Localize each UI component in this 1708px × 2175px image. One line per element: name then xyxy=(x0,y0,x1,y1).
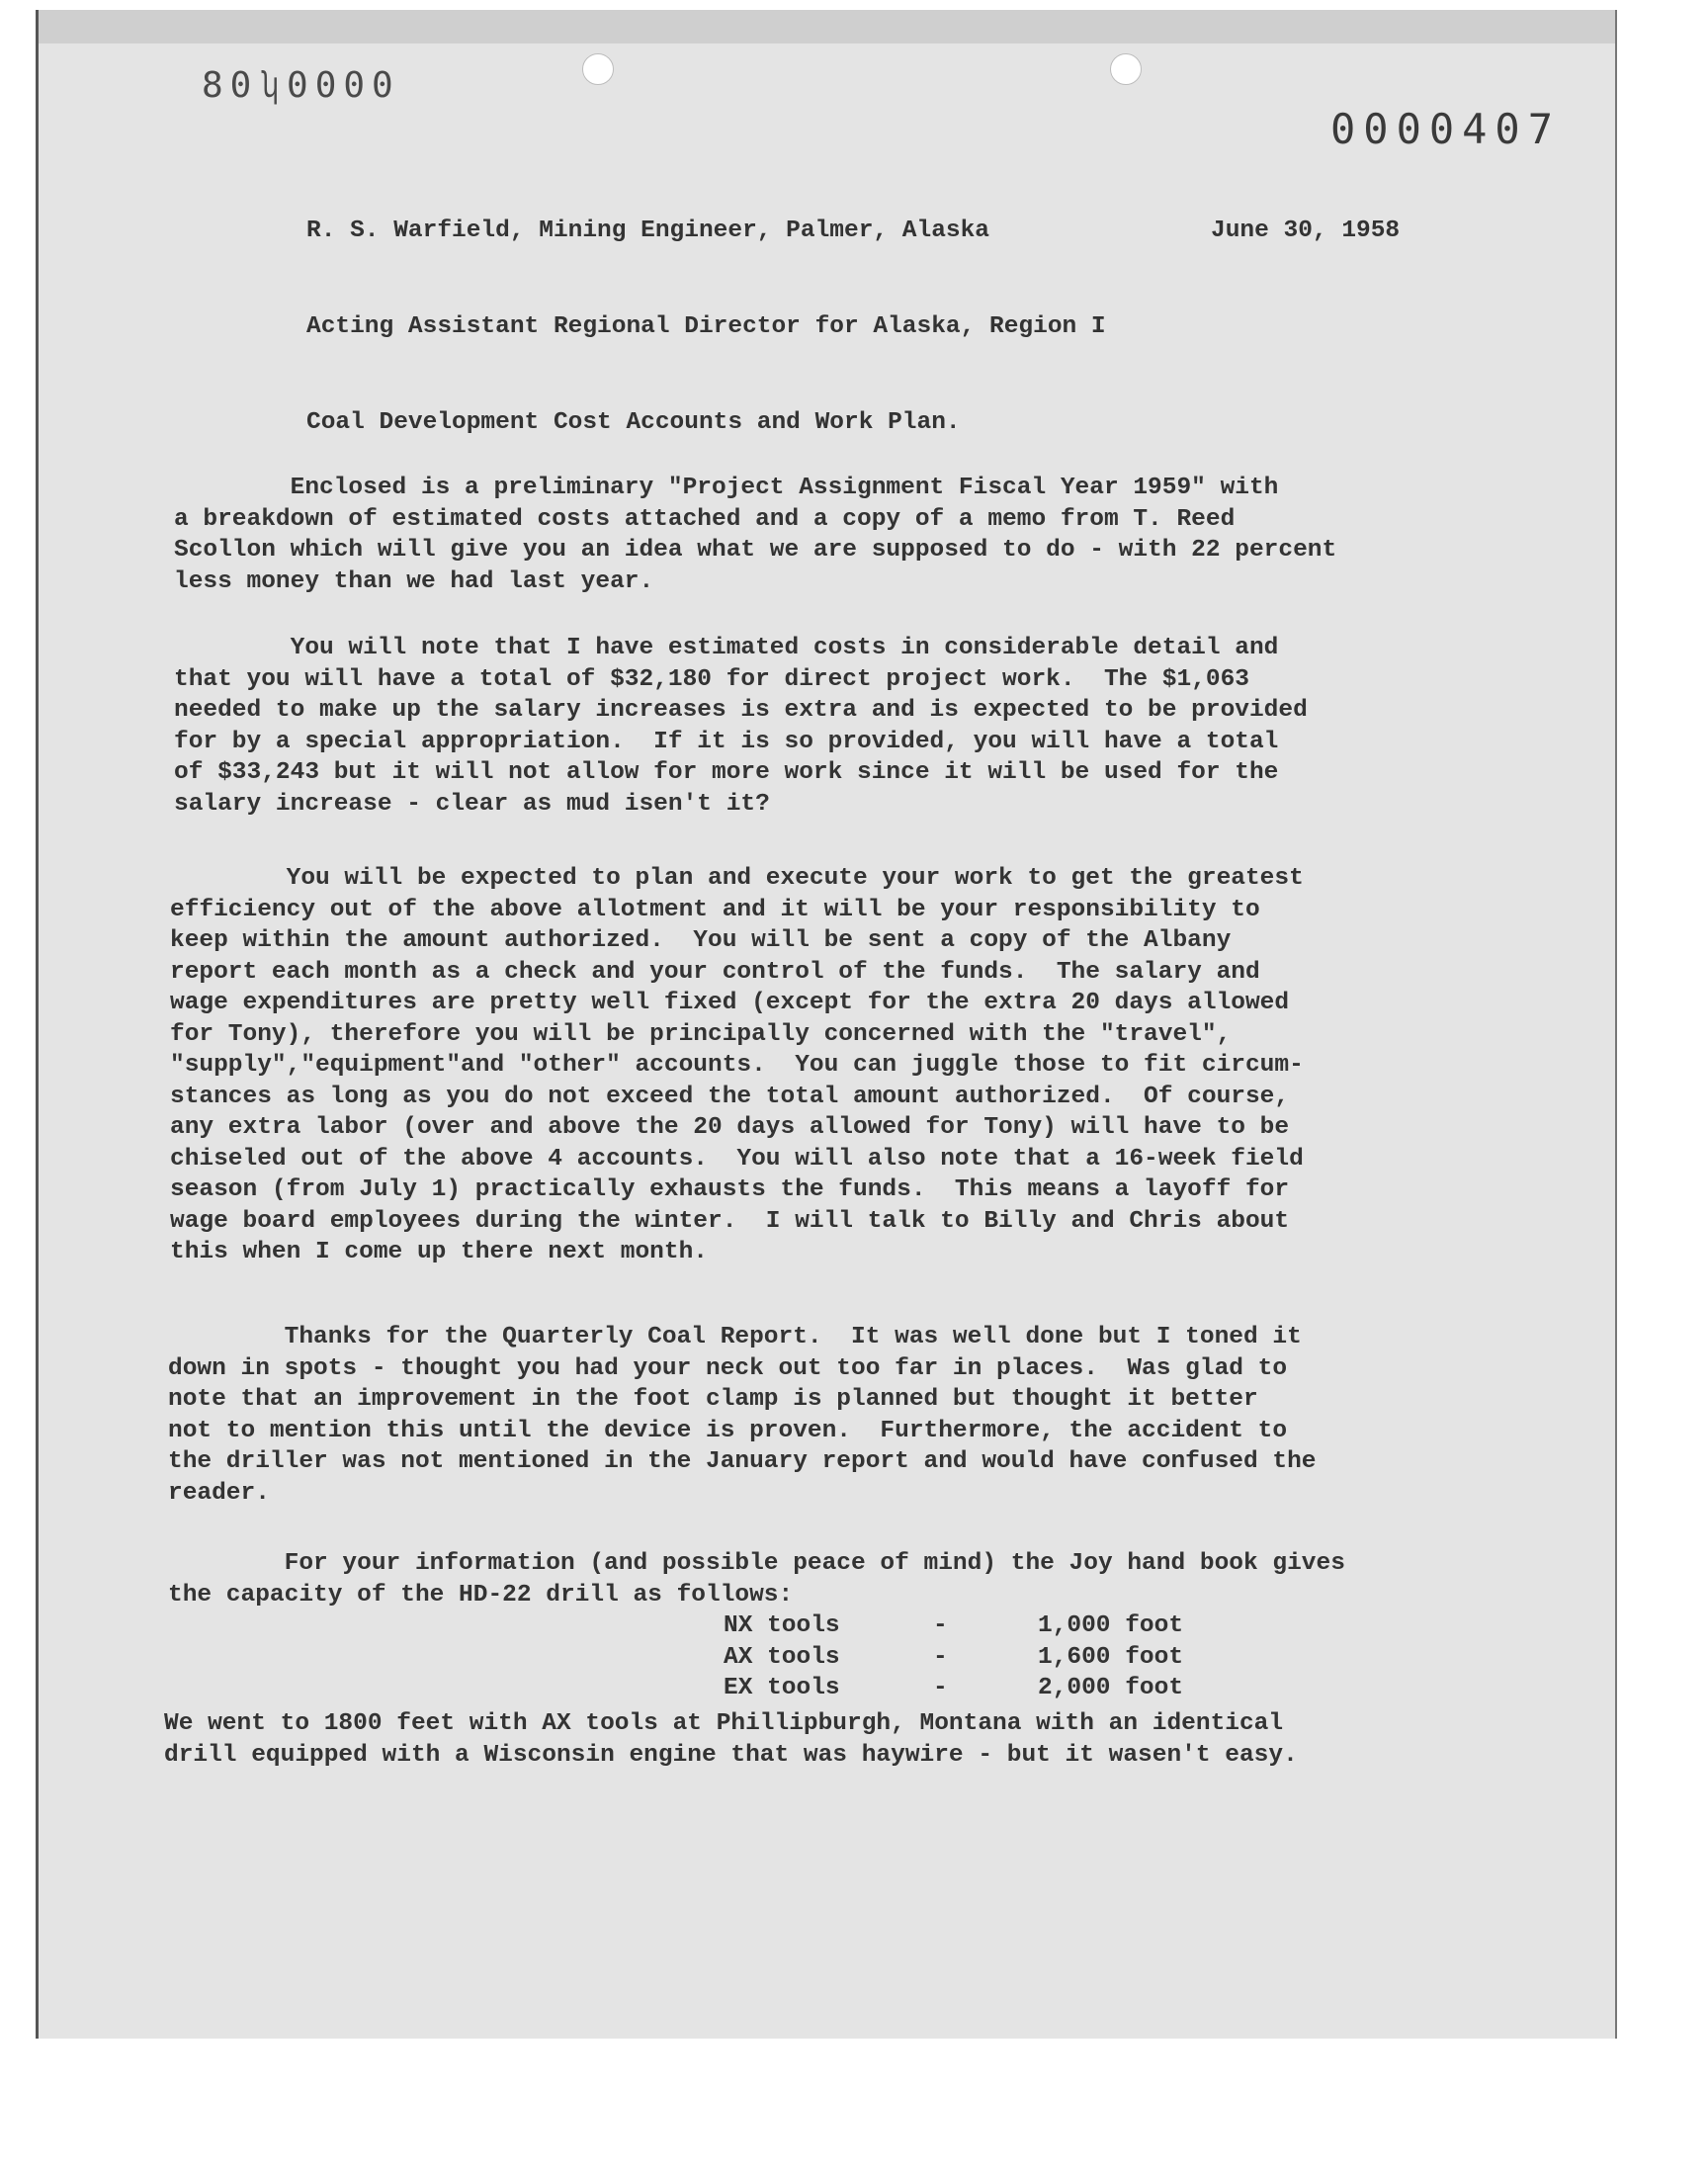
paragraph-plan-execute xyxy=(170,863,1304,1268)
paragraph-line: reader. xyxy=(168,1479,270,1507)
paragraph-costs xyxy=(174,633,1308,820)
paragraph-quarterly-report xyxy=(168,1322,1317,1509)
paragraph-line: You will note that I have estimated costs in considerable detail and xyxy=(174,635,1279,661)
paragraph-line: keep within the amount authorized. You will be sent a copy of the Albany xyxy=(170,927,1232,954)
paragraph-line: season (from July 1) practically exhausts the funds. This means a layoff for xyxy=(170,1176,1290,1203)
dash-separator: - xyxy=(933,1612,948,1639)
tool-name: EX tools xyxy=(724,1675,840,1701)
paragraph-enclosed xyxy=(174,473,1336,597)
paragraph-line: for by a special appropriation. If it is so provided, you will have a total xyxy=(174,728,1279,755)
paragraph-line: Scollon which will give you an idea what we are supposed to do - with 22 percent xyxy=(174,537,1337,564)
memo-subject: Coal Development Cost Accounts and Work Plan. xyxy=(306,409,961,436)
paragraph-line: salary increase - clear as mud isen't it? xyxy=(174,790,770,818)
paragraph-line: any extra labor (over and above the 20 days allowed for Tony) will have to be xyxy=(170,1114,1290,1141)
page-top-shadow xyxy=(39,10,1615,44)
paragraph-line: For your information (and possible peace of mind) the Joy hand book gives xyxy=(168,1550,1345,1577)
paragraph-closing xyxy=(164,1708,1298,1771)
memo-date: June 30, 1958 xyxy=(1211,218,1401,244)
memo-from-line: R. S. Warfield, Mining Engineer, Palmer, Alaska xyxy=(306,218,990,244)
document-stamp-right: 0000407 xyxy=(1330,105,1562,153)
paragraph-line: needed to make up the salary increases is extra and is expected to be provided xyxy=(174,697,1308,724)
paragraph-line: wage expenditures are pretty well fixed (except for the extra 20 days allowed xyxy=(170,990,1290,1016)
paragraph-line: the driller was not mentioned in the January report and would have confused the xyxy=(168,1448,1317,1475)
paragraph-line: less money than we had last year. xyxy=(174,567,654,595)
memo-to-line: Acting Assistant Regional Director for Alaska, Region I xyxy=(306,313,1106,340)
paragraph-line: of $33,243 but it will not allow for more work since it will be used for the xyxy=(174,759,1279,786)
paragraph-line: stances as long as you do not exceed the total amount authorized. Of course, xyxy=(170,1083,1290,1110)
paragraph-line: that you will have a total of $32,180 for direct project work. The $1,063 xyxy=(174,665,1249,693)
drill-capacity-table xyxy=(724,1610,1236,1704)
paragraph-line: a breakdown of estimated costs attached and a copy of a memo from T. Reed xyxy=(174,505,1236,533)
punch-hole-right xyxy=(1110,53,1142,85)
capacity-row-nx xyxy=(724,1610,1236,1642)
paragraph-line: this when I come up there next month. xyxy=(170,1239,708,1265)
paragraph-line: report each month as a check and your control of the funds. The salary and xyxy=(170,958,1260,986)
document-stamp-left: 80ʮ0000 xyxy=(202,65,400,106)
tool-capacity: 1,000 foot xyxy=(1038,1612,1184,1639)
paragraph-line: the capacity of the HD-22 drill as follows: xyxy=(168,1581,794,1609)
paragraph-line: not to mention this until the device is proven. Furthermore, the accident to xyxy=(168,1417,1288,1444)
paragraph-line: down in spots - thought you had your neck out too far in places. Was glad to xyxy=(168,1354,1288,1382)
dash-separator: - xyxy=(933,1643,948,1671)
paragraph-line: You will be expected to plan and execute your work to get the greatest xyxy=(170,865,1304,892)
paragraph-line: wage board employees during the winter. I will talk to Billy and Chris about xyxy=(170,1207,1290,1235)
tool-name: NX tools xyxy=(724,1612,840,1639)
tool-capacity: 1,600 foot xyxy=(1038,1643,1184,1671)
paragraph-line: We went to 1800 feet with AX tools at Phillipburgh, Montana with an identical xyxy=(164,1710,1284,1737)
paragraph-line: note that an improvement in the foot clamp is planned but thought it better xyxy=(168,1386,1258,1413)
tool-capacity: 2,000 foot xyxy=(1038,1675,1184,1701)
paragraph-line: efficiency out of the above allotment and it will be your responsibility to xyxy=(170,896,1260,923)
paragraph-line: Thanks for the Quarterly Coal Report. It was well done but I toned it xyxy=(168,1324,1302,1350)
paragraph-line: drill equipped with a Wisconsin engine that was haywire - but it wasen't easy. xyxy=(164,1741,1298,1769)
capacity-row-ex xyxy=(724,1673,1236,1704)
tool-name: AX tools xyxy=(724,1643,840,1671)
paragraph-drill-capacity xyxy=(168,1548,1345,1610)
capacity-row-ax xyxy=(724,1642,1236,1674)
paragraph-line: chiseled out of the above 4 accounts. You will also note that a 16-week field xyxy=(170,1145,1304,1173)
paragraph-line: Enclosed is a preliminary "Project Assignment Fiscal Year 1959" with xyxy=(174,475,1279,501)
paragraph-line: for Tony), therefore you will be principally concerned with the "travel", xyxy=(170,1020,1232,1048)
paragraph-line: "supply","equipment"and "other" accounts. You can juggle those to fit circum- xyxy=(170,1052,1304,1079)
punch-hole-left xyxy=(582,53,614,85)
dash-separator: - xyxy=(933,1675,948,1701)
